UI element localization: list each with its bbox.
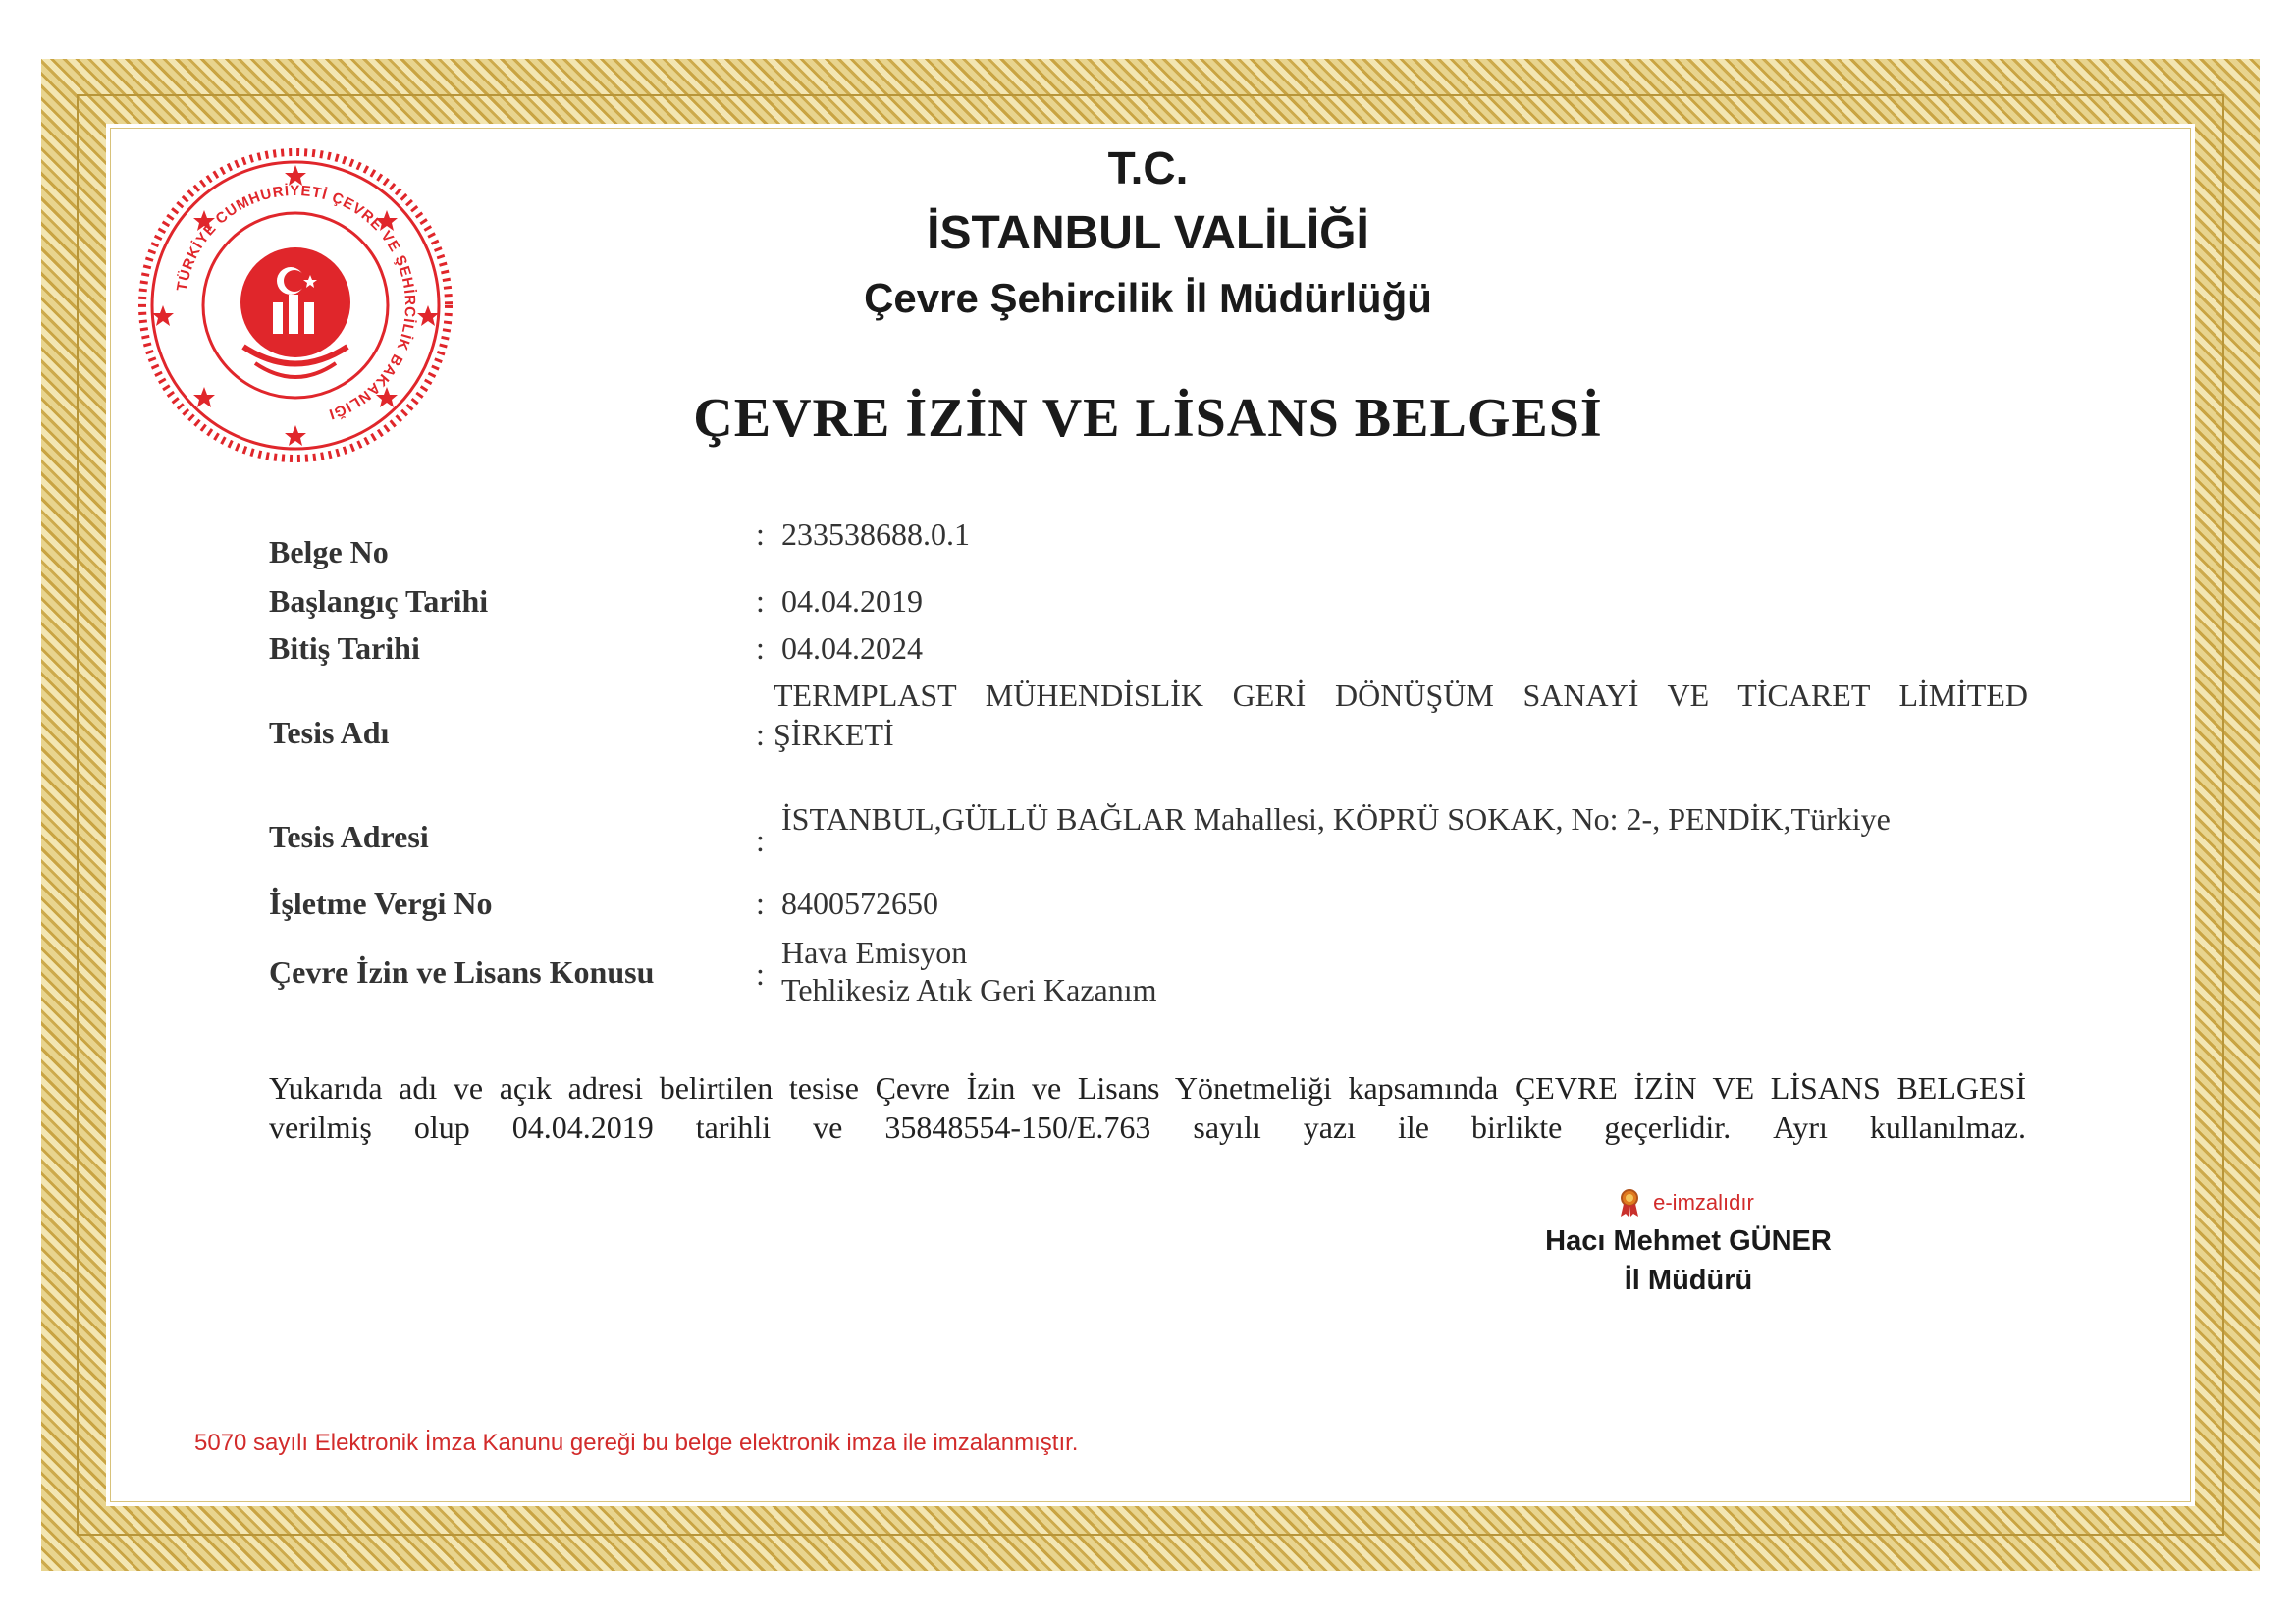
- value-tesis-adi-line2: ŞİRKETİ: [774, 717, 894, 752]
- value-belge-no: 233538688.0.1: [781, 516, 970, 552]
- footer-legal-note: 5070 sayılı Elektronik İmza Kanunu gereği bu belge elektronik imza ile imzalanmıştır.: [194, 1430, 1079, 1456]
- e-signature-label: e-imzalıdır: [1653, 1190, 1754, 1215]
- signer-name: Hacı Mehmet GÜNER: [1545, 1225, 1832, 1257]
- value-vergi-no: 8400572650: [781, 886, 938, 921]
- value-bitis-tarihi: 04.04.2024: [781, 630, 923, 666]
- colon: :: [756, 516, 765, 552]
- header-department: Çevre Şehircilik İl Müdürlüğü: [864, 275, 1432, 321]
- validity-paragraph: [269, 1068, 2026, 1147]
- label-izin-konusu: Çevre İzin ve Lisans Konusu: [269, 954, 655, 990]
- header-tc: T.C.: [1107, 142, 1189, 193]
- paragraph-word: birlikte: [1470, 1110, 1563, 1145]
- label-bitis-tarihi: Bitiş Tarihi: [269, 630, 420, 666]
- award-ribbon-icon: [1618, 1188, 1641, 1218]
- paragraph-word: yazı: [1303, 1110, 1356, 1145]
- paragraph-word: 04.04.2019: [511, 1110, 654, 1145]
- value-tesis-adi-line1: TERMPLAST MÜHENDİSLİK GERİ DÖNÜŞÜM SANAYİ VE TİCARET LİMİTED: [774, 677, 2028, 713]
- document-title: ÇEVRE İZİN VE LİSANS BELGESİ: [693, 388, 1603, 449]
- label-belge-no: Belge No: [269, 534, 389, 569]
- value-izin-konusu-line2: Tehlikesiz Atık Geri Kazanım: [781, 972, 1157, 1007]
- label-vergi-no: İşletme Vergi No: [269, 886, 493, 921]
- paragraph-word: ile: [1397, 1110, 1429, 1145]
- paragraph-word: olup: [413, 1110, 470, 1145]
- paragraph-word: ve: [813, 1110, 843, 1145]
- paragraph-word: 35848554-150/E.763: [884, 1110, 1151, 1145]
- paragraph-line-1: Yukarıda adı ve açık adresi belirtilen tesise Çevre İzin ve Lisans Yönetmeliği kapsamında ÇEVRE İZİN VE LİSANS BELGESİ: [269, 1070, 2026, 1106]
- e-signature-badge: [1618, 1188, 1754, 1218]
- value-izin-konusu-line1: Hava Emisyon: [781, 935, 968, 970]
- paragraph-word: tarihli: [695, 1110, 772, 1145]
- paragraph-line-2: [269, 1108, 2026, 1147]
- colon: :: [756, 956, 765, 992]
- paragraph-word: geçerlidir.: [1604, 1110, 1732, 1145]
- colon: :: [756, 886, 765, 921]
- signer-title: İl Müdürü: [1624, 1265, 1753, 1296]
- paragraph-word: kullanılmaz.: [1869, 1110, 2026, 1145]
- colon: :: [756, 583, 765, 619]
- label-tesis-adi: Tesis Adı: [269, 715, 390, 750]
- header-governorship: İSTANBUL VALİLİĞİ: [927, 207, 1369, 259]
- value-baslangic-tarihi: 04.04.2019: [781, 583, 923, 619]
- colon: :: [756, 630, 765, 666]
- paragraph-word: verilmiş: [269, 1110, 372, 1145]
- paragraph-word: Ayrı: [1773, 1110, 1828, 1145]
- value-tesis-adresi: İSTANBUL,GÜLLÜ BAĞLAR Mahallesi, KÖPRÜ SOKAK, No: 2-, PENDİK,Türkiye: [781, 801, 1891, 837]
- colon: :: [756, 717, 765, 752]
- colon: :: [756, 823, 765, 858]
- label-baslangic-tarihi: Başlangıç Tarihi: [269, 583, 489, 619]
- label-tesis-adresi: Tesis Adresi: [269, 819, 429, 854]
- signer-block: [1453, 1221, 1924, 1300]
- seal-ring-text: TÜRKİYE CUMHURİYETİ ÇEVRE VE ŞEHİRCİLİK BAKANLIĞI: [173, 182, 419, 423]
- paragraph-word: sayılı: [1193, 1110, 1261, 1145]
